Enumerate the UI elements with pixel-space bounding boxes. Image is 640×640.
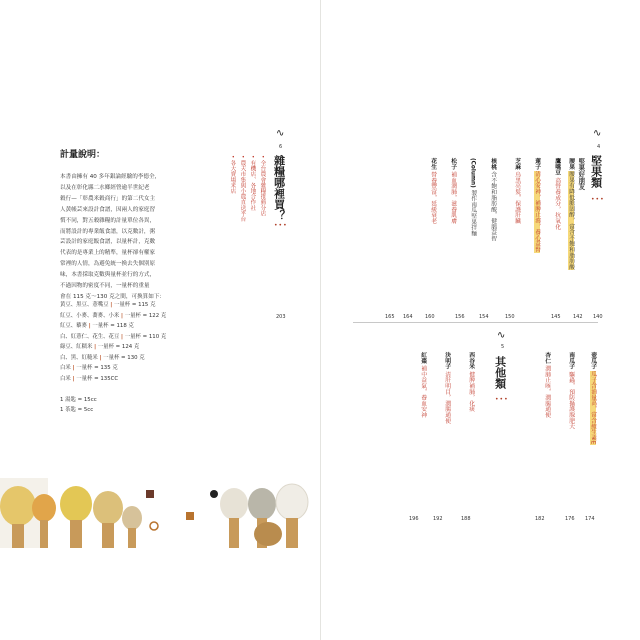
- intro-line: 穀行—「彰農米穀商行」的第二代女主: [60, 195, 156, 202]
- spoon-wheat: [254, 522, 282, 546]
- toc-entry: [467, 352, 474, 412]
- conversion-label: 白米: [60, 375, 71, 382]
- page-number: 176: [565, 516, 575, 522]
- page-number: 174: [585, 516, 595, 522]
- spoon-beige-grain: [122, 506, 142, 548]
- page-number: 188: [461, 516, 471, 522]
- conversion-value: 一量杯 = 135 克: [76, 365, 118, 372]
- intro-line: 本書由擁有 40 多年銀論經驗的李德全，: [60, 174, 161, 180]
- conversion-value: 一量杯 = 130 克: [103, 354, 145, 361]
- intro-line: 會在 115 克～130 克之間，可換算如下：: [60, 293, 166, 300]
- right-page: [320, 0, 640, 640]
- conversion-label: 白、黑、紅糙米: [60, 354, 98, 361]
- entry-name: 壺瓜子: [589, 352, 596, 370]
- conversion-row: 黃豆、黑豆、薏嘴豆 | 一量杯 = 115 克: [60, 302, 156, 308]
- entry-name: 芝麻: [513, 158, 520, 170]
- decorative-dots: •••: [274, 222, 288, 229]
- spoon-millet: [60, 486, 92, 548]
- toc-entry: [419, 352, 426, 418]
- section-divider: [353, 322, 598, 323]
- entry-name: 蓮子: [533, 158, 540, 170]
- intro-line: 以及在彰化縣二水鄉經營逾半世紀老: [60, 184, 150, 191]
- entry-name: 花生: [429, 158, 436, 170]
- page-number: 140: [593, 314, 603, 320]
- conversion-value: 一量杯 = 135CC: [76, 375, 119, 382]
- entry-name: 腰果: [567, 158, 574, 170]
- conversion-label: 白、紅薏仁、花生、花豆: [60, 333, 120, 340]
- page-number: 196: [409, 516, 419, 522]
- entry-name: 西谷米: [467, 352, 474, 370]
- tilde-ornament: ∿: [593, 128, 602, 139]
- entry-text: 高營養成分，抗氧化: [553, 177, 560, 230]
- section-number: 6: [279, 144, 283, 150]
- toc-entry: [489, 158, 496, 241]
- entry-name: 核桃: [489, 158, 496, 170]
- grain-spoon-photo-strip: [0, 478, 320, 548]
- toc-entry: [513, 158, 520, 224]
- entry-text: 補血潤肺，滋養肌膚: [449, 171, 456, 224]
- conversion-row: 白米 | 一量杯 = 135CC: [60, 375, 119, 382]
- spoon-corn: [93, 491, 123, 548]
- unit-line: 1 湯匙 = 15cc: [60, 397, 97, 403]
- conversion-row: 白、紅薏仁、花生、花豆 | 一量杯 = 110 克: [60, 333, 167, 340]
- toc-entry: [543, 352, 550, 418]
- tilde-ornament: ∿: [497, 330, 506, 341]
- subsection-title: 堅果好朋友: [577, 158, 586, 190]
- toc-entry: [567, 158, 574, 270]
- entry-text: 瓜子含油量高，富含維生素E: [589, 371, 596, 445]
- conversion-row: 紅豆、小麥、蕎麥、小米 | 一量杯 = 122 克: [60, 312, 167, 319]
- section-title: 其他類: [493, 356, 507, 389]
- entry-text: 烏黑亮髮，保護肝臟: [513, 171, 520, 224]
- section-title: 堅果類: [589, 155, 603, 188]
- toc-entry: [429, 158, 436, 224]
- spoon-units: [60, 395, 97, 416]
- intro-line: 代表的是專業上的精準，量杯卻有權家: [60, 250, 156, 257]
- conversion-value: 一量杯 = 124 克: [97, 344, 140, 351]
- entry-text: 補中益氣，養血安神: [419, 365, 426, 418]
- toc-entry: [533, 158, 540, 253]
- conversion-value: 一量杯 = 118 克: [92, 323, 134, 330]
- conversion-label: 黃豆、黑豆、薏嘴豆: [60, 302, 109, 308]
- conversion-value: 一量杯 = 110 克: [124, 333, 167, 340]
- intro-line: 不過因物的密度不同，一量杯的重量: [60, 283, 150, 290]
- shop-list-item: • 全台農會雜糧推薦分店: [259, 155, 266, 217]
- conversion-row: 白、黑、紅糙米 | 一量杯 = 130 克: [60, 354, 145, 361]
- decorative-dots: •••: [495, 396, 509, 403]
- entry-name: 決明子: [443, 352, 450, 370]
- toc-entry: [469, 158, 476, 236]
- page-number: 154: [479, 314, 489, 320]
- toc-entry: [449, 158, 456, 224]
- page-number: 142: [573, 314, 583, 320]
- entry-name: 南瓜子: [567, 352, 574, 370]
- section-number: 4: [597, 144, 601, 150]
- entry-text: 製作南瓜堅果拌麵: [469, 189, 476, 237]
- conversion-value: 一量杯 = 122 克: [124, 312, 167, 319]
- section-title: 雜糧哪裡買？: [272, 155, 286, 221]
- page-number: 145: [551, 314, 561, 320]
- entry-name: 松子: [449, 158, 456, 170]
- page-number: 164: [403, 314, 413, 320]
- intro-line: 人黃帳芸來設計食譜，因兩人的家庭習: [60, 206, 156, 213]
- measure-title: 計量說明：: [60, 150, 106, 160]
- entry-text: 含不飽和脂肪酸，健腦益智: [489, 171, 496, 242]
- page-number: 150: [505, 314, 515, 320]
- conversion-value: 一量杯 = 115 克: [113, 302, 156, 308]
- section-number: 5: [501, 344, 505, 350]
- entry-text: 營養豐富，延緩衰老: [429, 171, 436, 224]
- entry-text: 清心安神，補脾止瀉，養心益腎: [533, 171, 540, 253]
- small-dark-grain-icon: [146, 490, 218, 530]
- spoon-white-grain: [220, 488, 248, 548]
- page-number: 165: [385, 314, 395, 320]
- conversion-label: 紅豆、藜麥: [60, 323, 87, 330]
- entry-name: 鷹嘴豆: [553, 158, 560, 176]
- page-number: 203: [276, 314, 286, 320]
- intro-line: 慣不同，對五穀雜糧的計量單位各異，: [60, 217, 156, 224]
- entry-text: 清肝明目，潤腸通便: [443, 371, 450, 424]
- entry-text: 腰果有降低膽固醇，富含不飽和脂肪酸: [567, 171, 574, 271]
- intro-line: 味，本書採取克數與量杯並行的方式，: [60, 272, 156, 279]
- conversion-label: 紅豆、小麥、蕎麥、小米: [60, 312, 120, 319]
- entry-name: 杏仁: [543, 352, 550, 364]
- entry-text: 健脾補肺，化痰: [467, 371, 474, 412]
- page-number: 156: [455, 314, 465, 320]
- entry-text: 驅蟲，預防攝護腺肥大: [567, 371, 574, 430]
- conversion-label: 綠豆、紅糯米: [60, 344, 93, 351]
- toc-entry: [567, 352, 574, 429]
- conversion-row: 紅豆、藜麥 | 一量杯 = 118 克: [60, 323, 134, 330]
- page-number: 182: [535, 516, 545, 522]
- page-number: 192: [433, 516, 443, 522]
- intro-line: 常裡的人情，為避免統一換去失個別原: [60, 261, 156, 268]
- decorative-dots: •••: [591, 196, 605, 203]
- unit-line: 1 茶匙 = 5cc: [60, 407, 94, 414]
- conversion-row: 綠豆、紅糯米 | 一量杯 = 124 克: [60, 344, 140, 351]
- intro-line: 芸設計的家庭飯食譜，以量杯計，克數: [60, 239, 156, 246]
- shop-list-item: • 有機店、各地合作社: [249, 155, 256, 211]
- toc-entry: [589, 352, 596, 445]
- page-number: 160: [425, 314, 435, 320]
- intro-line: 而將設計的專業飯食譜，以克數計，粥: [60, 228, 156, 235]
- shop-list-item: • 農夫市集與小農直送平台: [239, 155, 246, 222]
- toc-entry: [443, 352, 450, 423]
- entry-text: 潤肺止咳，潤腸通便: [543, 365, 550, 418]
- conversion-row: 白米 | 一量杯 = 135 克: [60, 365, 118, 372]
- shop-list-item: • 各大賣場米店: [229, 155, 236, 194]
- entry-name: 紅棗: [419, 352, 426, 364]
- toc-entry: [553, 158, 560, 229]
- conversion-table: [60, 300, 166, 384]
- conversion-label: 白米: [60, 365, 71, 372]
- entry-name: (Column): [469, 158, 476, 188]
- tilde-ornament: ∿: [276, 128, 285, 139]
